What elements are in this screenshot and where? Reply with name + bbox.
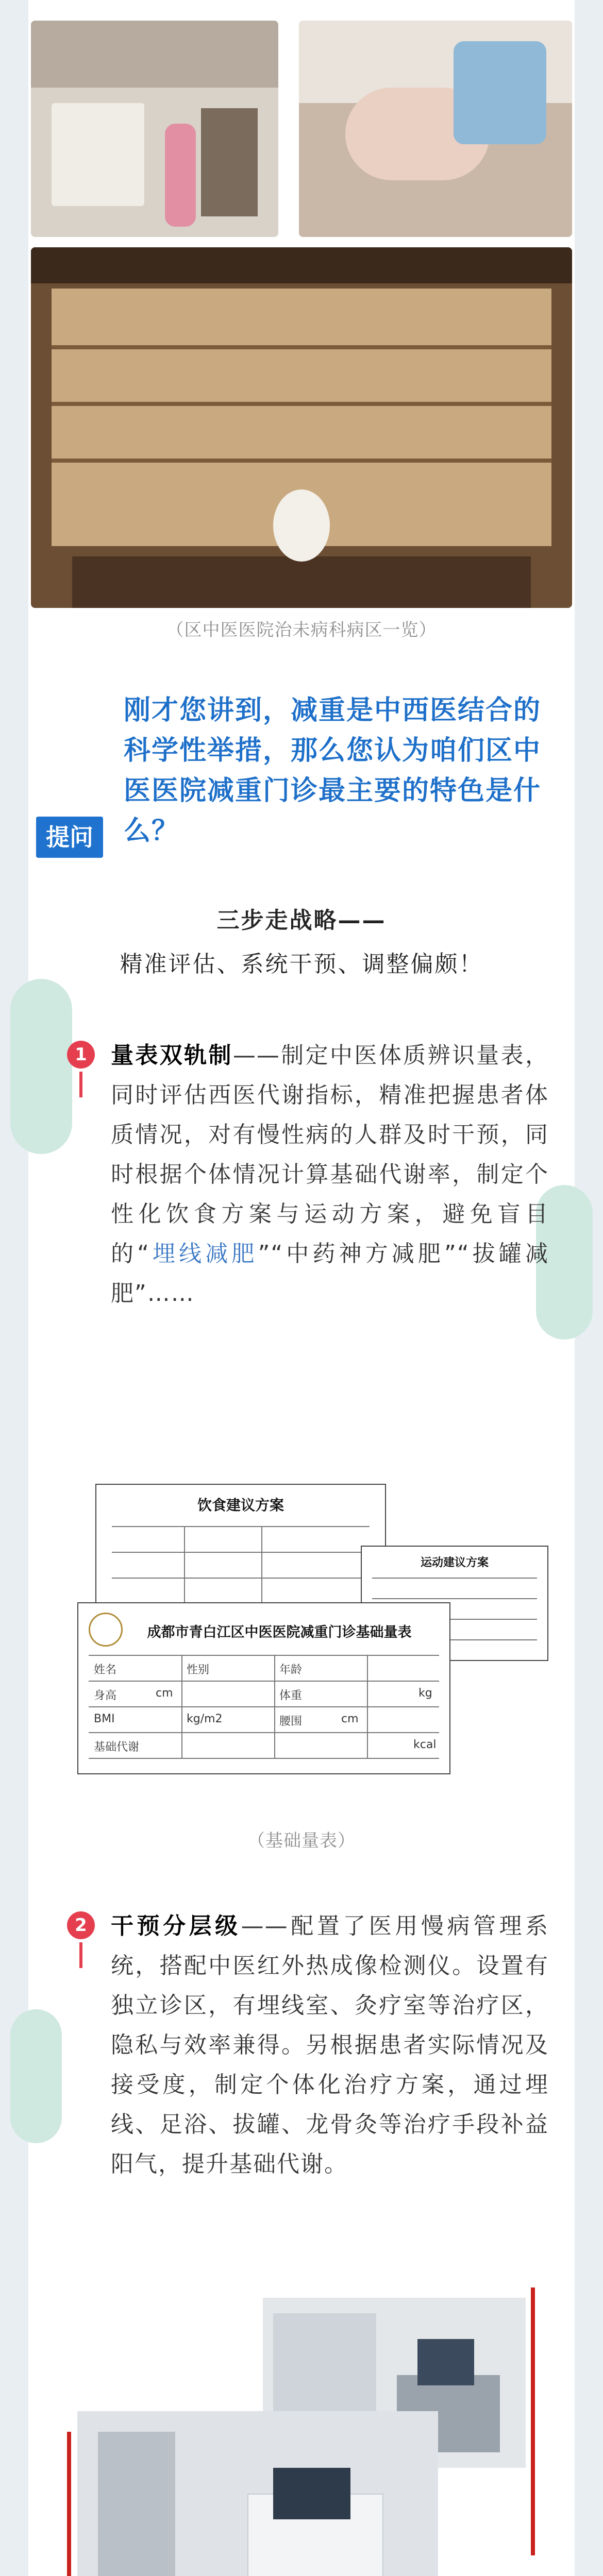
step-2-paragraph (111, 1906, 549, 2184)
scale-form-title: 成都市青白江区中医医院减重门诊基础量表 (147, 1624, 412, 1640)
treatment-photo (299, 21, 572, 237)
question-badge: 提问 (36, 817, 103, 858)
step-number-badge: 2 (67, 1911, 95, 1939)
form-label: 基础代谢 (94, 1741, 140, 1754)
step-1-keyword: 量表双轨制 (111, 1042, 233, 1069)
section-subtitle: 精准评估、系统干预、调整偏颇！ (120, 951, 483, 977)
interview-question: 刚才您讲到，减重是中西医结合的科学性举措，那么您认为咱们区中医医院减重门诊最主要的特色是什么？ (124, 695, 542, 846)
scale-table-caption: （基础量表） (247, 1831, 356, 1851)
diet-plan-title: 饮食建议方案 (197, 1497, 284, 1514)
form-label: kg (418, 1687, 432, 1700)
step-number-badge: 1 (67, 1041, 95, 1069)
step-number-tick (79, 1072, 82, 1097)
sport-plan-title: 运动建议方案 (420, 1556, 489, 1569)
step-1-paragraph (111, 1036, 549, 1313)
pharmacy-shelf-photo (31, 247, 572, 608)
hospital-scale-form (77, 1602, 450, 1774)
form-label: 年龄 (279, 1664, 303, 1676)
form-label: 姓名 (94, 1664, 117, 1676)
form-label: 体重 (279, 1689, 303, 1702)
ward-caption: （区中医医院治未病科病区一览） (166, 620, 437, 640)
step-1-text: ——制定中医体质辨识量表，同时评估西医代谢指标，精准把握患者体质情况，对有慢性病的人群及时干预，同时根据个体情况计算基础代谢率，制定个性化饮食方案与运动方案，避免盲目的“ (111, 1042, 549, 1267)
catgut-weight-loss-link[interactable]: 埋线减肥 (149, 1241, 258, 1267)
brush-decoration (10, 979, 72, 1154)
infrared-imaging-photo (77, 2411, 438, 2576)
step-number-tick (79, 1942, 82, 1968)
form-label: kcal (413, 1738, 437, 1751)
form-label: 性别 (187, 1664, 210, 1676)
ward-room-photo (31, 21, 278, 237)
form-label: 腰围 (279, 1715, 303, 1728)
brush-decoration (10, 2009, 62, 2143)
form-label: cm (341, 1713, 359, 1725)
section-title: 三步走战略—— (216, 907, 387, 934)
red-frame-line (67, 2432, 71, 2576)
step-2-keyword: 干预分层级 (111, 1913, 241, 1939)
step-1-text-end: ”“中药神方减肥”“拔罐减肥”…… (111, 1241, 549, 1307)
form-label: cm (156, 1687, 173, 1700)
form-label: BMI (94, 1713, 115, 1725)
red-frame-line (531, 2287, 535, 2555)
step-2-text: ——配置了医用慢病管理系统，搭配中医红外热成像检测仪。设置有独立诊区，有埋线室、灸疗室等治疗区，隐私与效率兼得。另根据患者实际情况及接受度，制定个体化治疗方案，通过埋线、足浴、拔罐、龙骨灸等治疗手段补益阳气，提升基础代谢。 (111, 1913, 549, 2177)
form-label: 身高 (94, 1689, 117, 1702)
form-label: kg/m2 (187, 1713, 223, 1725)
